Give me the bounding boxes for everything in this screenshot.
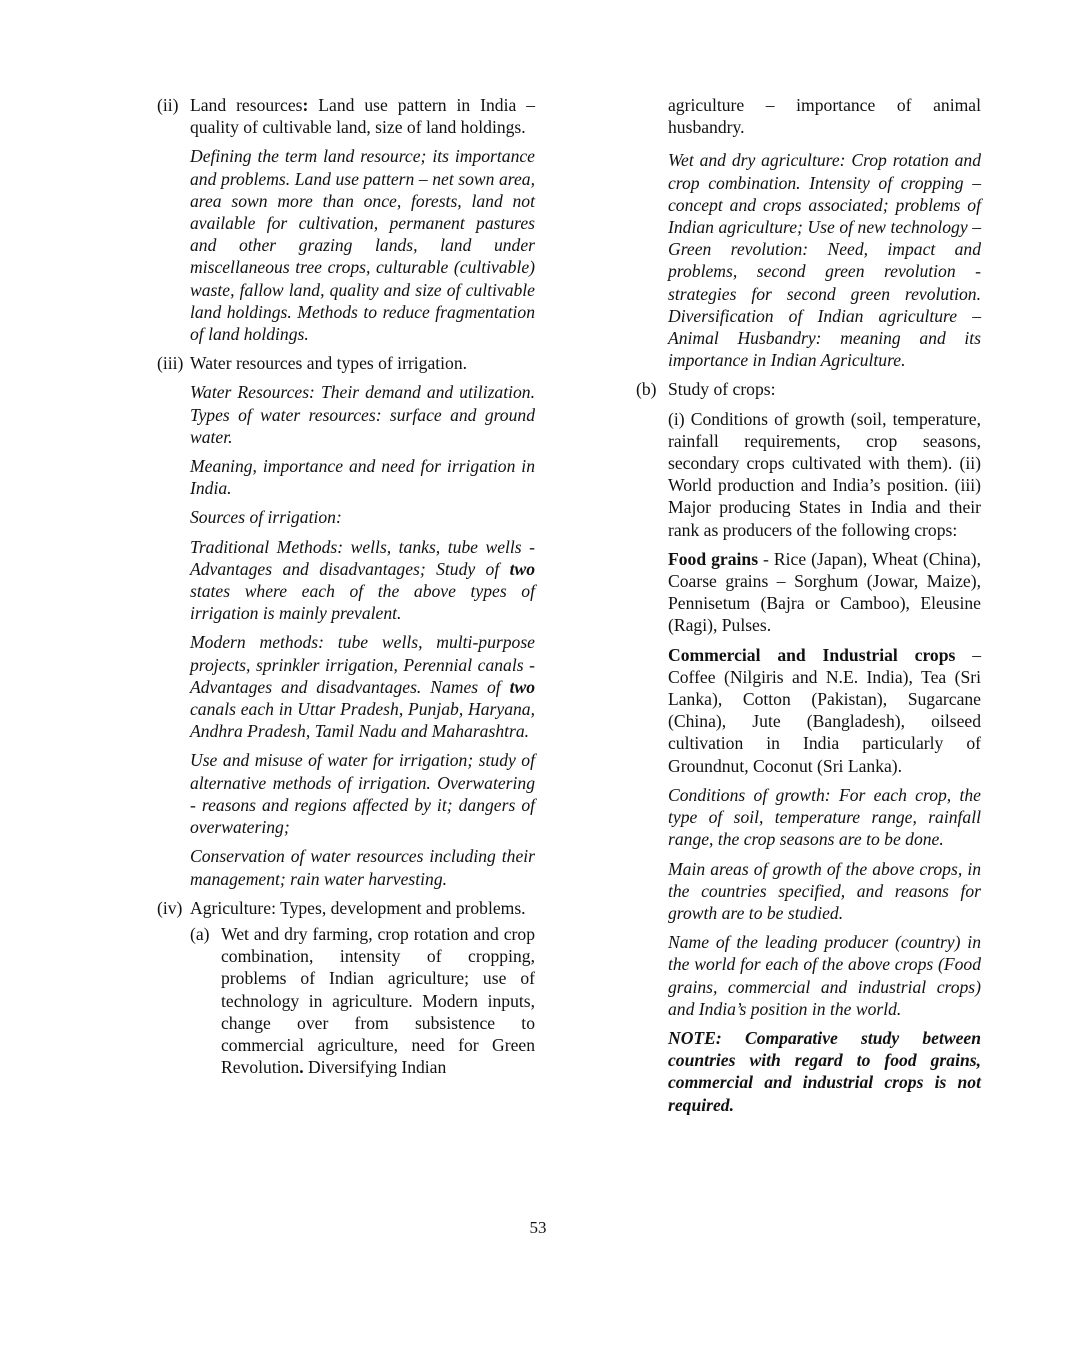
section-ii	[157, 94, 535, 138]
commercial-crops-paragraph: Commercial and Industrial crops – Coffee (Nilgiris and N.E. India), Tea (Sri Lanka), Cotton (Pakistan), Sugarcane (China), Jute (Bangladesh), oilseed cultivation in India particularly of Groundnut, Coconut (Sri Lanka).	[668, 644, 981, 776]
wet-dry-agriculture-paragraph: Wet and dry agriculture: Crop rotation and crop combination. Intensity of cropping – concept and crops associated; problems of Indian agriculture; Use of new technology – Green revolution: Need, impact and problems, second green revolution - strategies for second green revolution. Diversification of Indian agriculture – Animal Husbandry: meaning and its importance in Indian Agriculture.	[668, 150, 981, 371]
section-heading: Agriculture: Types, development and problems.	[190, 897, 526, 918]
irrigation-sources-paragraph: Sources of irrigation:	[190, 507, 342, 528]
water-misuse-paragraph: Use and misuse of water for irrigation; study of alternative methods of irrigation. Overwatering - reasons and regions affected by it; dangers of overwatering;	[190, 750, 535, 838]
section-number: (iii)	[157, 353, 184, 374]
food-grains-paragraph: Food grains - Rice (Japan), Wheat (China), Coarse grains – Sorghum (Jowar, Maize), Pennisetum (Bajra or Camboo), Eleusine (Ragi), Pulses.	[668, 548, 982, 636]
subsection-number: (a)	[190, 923, 210, 944]
leading-producer-paragraph: Name of the leading producer (country) in the world for each of the above crops (Food grains, commercial and industrial crops) and India’s position in the world.	[668, 932, 981, 1019]
crop-conditions-paragraph: (i) Conditions of growth (soil, temperature, rainfall requirements, crop seasons, secondary crops cultivated with them). (ii) World production and India’s position. (iii) Major producing States in India and their rank as producers of the following crops:	[668, 408, 981, 540]
right-column	[636, 94, 981, 1123]
main-areas-paragraph: Main areas of growth of the above crops, in the countries specified, and reasons for growth are to be studied.	[668, 858, 981, 923]
growth-conditions-paragraph: Conditions of growth: For each crop, the type of soil, temperature range, rainfall range, the crop seasons are to be done.	[668, 784, 981, 850]
section-number: (b)	[636, 379, 657, 400]
section-heading: Water resources and types of irrigation.	[190, 353, 468, 374]
water-conservation-paragraph: Conservation of water resources including their management; rain water harvesting.	[190, 846, 535, 889]
section-heading: Study of crops:	[668, 379, 776, 400]
water-resources-paragraph: Water Resources: Their demand and utilization. Types of water resources: surface and ground water.	[190, 382, 535, 447]
note-paragraph: NOTE: Comparative study between countries with regard to food grains, commercial and industrial crops is not required.	[668, 1027, 981, 1115]
section-iv	[157, 897, 535, 919]
section-heading: Land resources: Land use pattern in India – quality of cultivable land, size of land holdings.	[190, 95, 535, 138]
left-column	[157, 94, 535, 1078]
subsection-a	[190, 923, 535, 1078]
modern-methods-paragraph: Modern methods: tube wells, multi-purpose projects, sprinkler irrigation, Perennial canals - Advantages and disadvantages. Names of two canals each in Uttar Pradesh, Punjab, Haryana, Andhra Pradesh, Tamil Nadu and Maharashtra.	[190, 632, 535, 742]
page-number: 53	[529, 1218, 547, 1237]
section-b	[636, 378, 981, 400]
section-iii	[157, 352, 535, 374]
land-resource-description: Defining the term land resource; its importance and problems. Land use pattern – net sown area, area sown more than once, forests, land not available for cultivation, permanent pastures and other grazing lands, land under miscellaneous tree crops, culturable (cultivable) waste, fallow land, quality and size of cultivable land holdings. Methods to reduce fragmentation of land holdings.	[190, 146, 535, 345]
section-number: (iv)	[157, 897, 183, 918]
irrigation-need-paragraph: Meaning, importance and need for irrigation in India.	[190, 456, 535, 499]
continuation-text: agriculture – importance of animal husbandry.	[668, 95, 981, 138]
traditional-methods-paragraph: Traditional Methods: wells, tanks, tube wells - Advantages and disadvantages; Study of two states where each of the above types of irrigation is mainly prevalent.	[190, 536, 535, 624]
section-number: (ii)	[157, 95, 179, 115]
subsection-text: Wet and dry farming, crop rotation and crop combination, intensity of cropping, problems of Indian agriculture; use of technology in agriculture. Modern inputs, change over from subsistence to commercial agriculture, need for Green Revolution. Diversifying Indian	[221, 923, 535, 1078]
